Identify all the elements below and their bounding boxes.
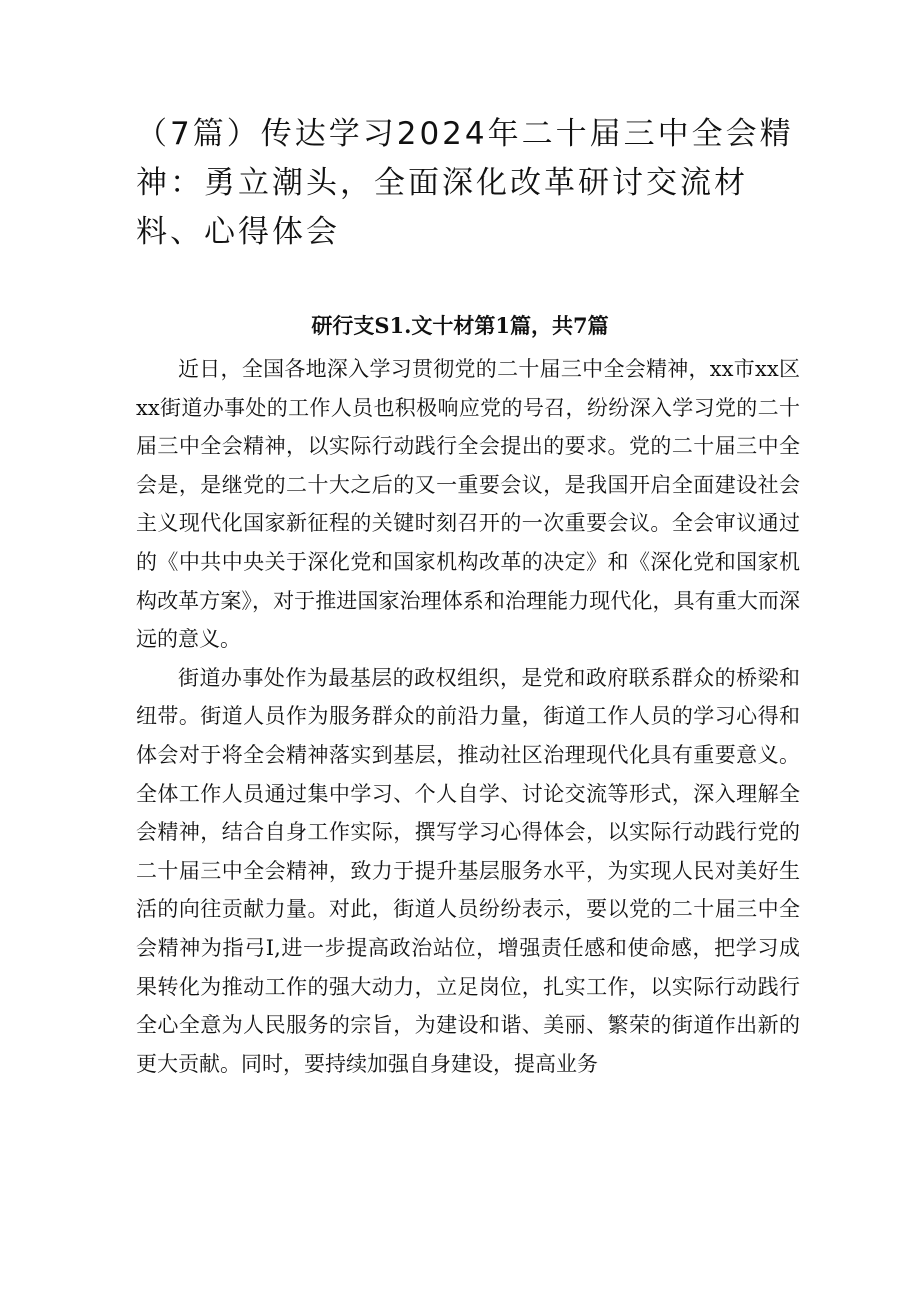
section-heading: 研行支S1.文十材第1篇，共7篇 bbox=[311, 313, 609, 338]
document-title: （7篇）传达学习2024年二十届三中全会精神：勇立潮头，全面深化改革研讨交流材料、心得体会 bbox=[136, 116, 794, 250]
body-paragraph-2: 街道办事处作为最基层的政权组织，是党和政府联系群众的桥梁和纽带。街道人员作为服务群众的前沿力量，街道工作人员的学习心得和体会对于将全会精神落实到基层，推动社区治理现代化具有重要意义。全体工作人员通过集中学习、个人自学、讨论交流等形式，深入理解全会精神，结合自身工作实际，撰写学习心得体会，以实际行动践行党的二十届三中全会精神，致力于提升基层服务水平，为实现人民对美好生活的向往贡献力量。对此，街道人员纷纷表示，要以党的二十届三中全会精神为指弓I,进一步提高政治站位，增强责任感和使命感，把学习成果转化为推动工作的强大动力，立足岗位，扎实工作，以实际行动践行全心全意为人民服务的宗旨，为建设和谐、美丽、繁荣的街道作出新的更大贡献。同时，要持续加强自身建设，提高业务 bbox=[136, 665, 800, 1076]
document-body bbox=[136, 350, 800, 1083]
body-paragraph-1: 近日，全国各地深入学习贯彻党的二十届三中全会精神，xx市xx区xx街道办事处的工作人员也积极响应党的号召，纷纷深入学习党的二十届三中全会精神，以实际行动践行全会提出的要求。党的二十届三中全会是，是继党的二十大之后的又一重要会议，是我国开启全面建设社会主义现代化国家新征程的关键时刻召开的一次重要会议。全会审议通过的《中共中央关于深化党和国家机构改革的决定》和《深化党和国家机构改革方案》，对于推进国家治理体系和治理能力现代化，具有重大而深远的意义。 bbox=[136, 357, 800, 652]
